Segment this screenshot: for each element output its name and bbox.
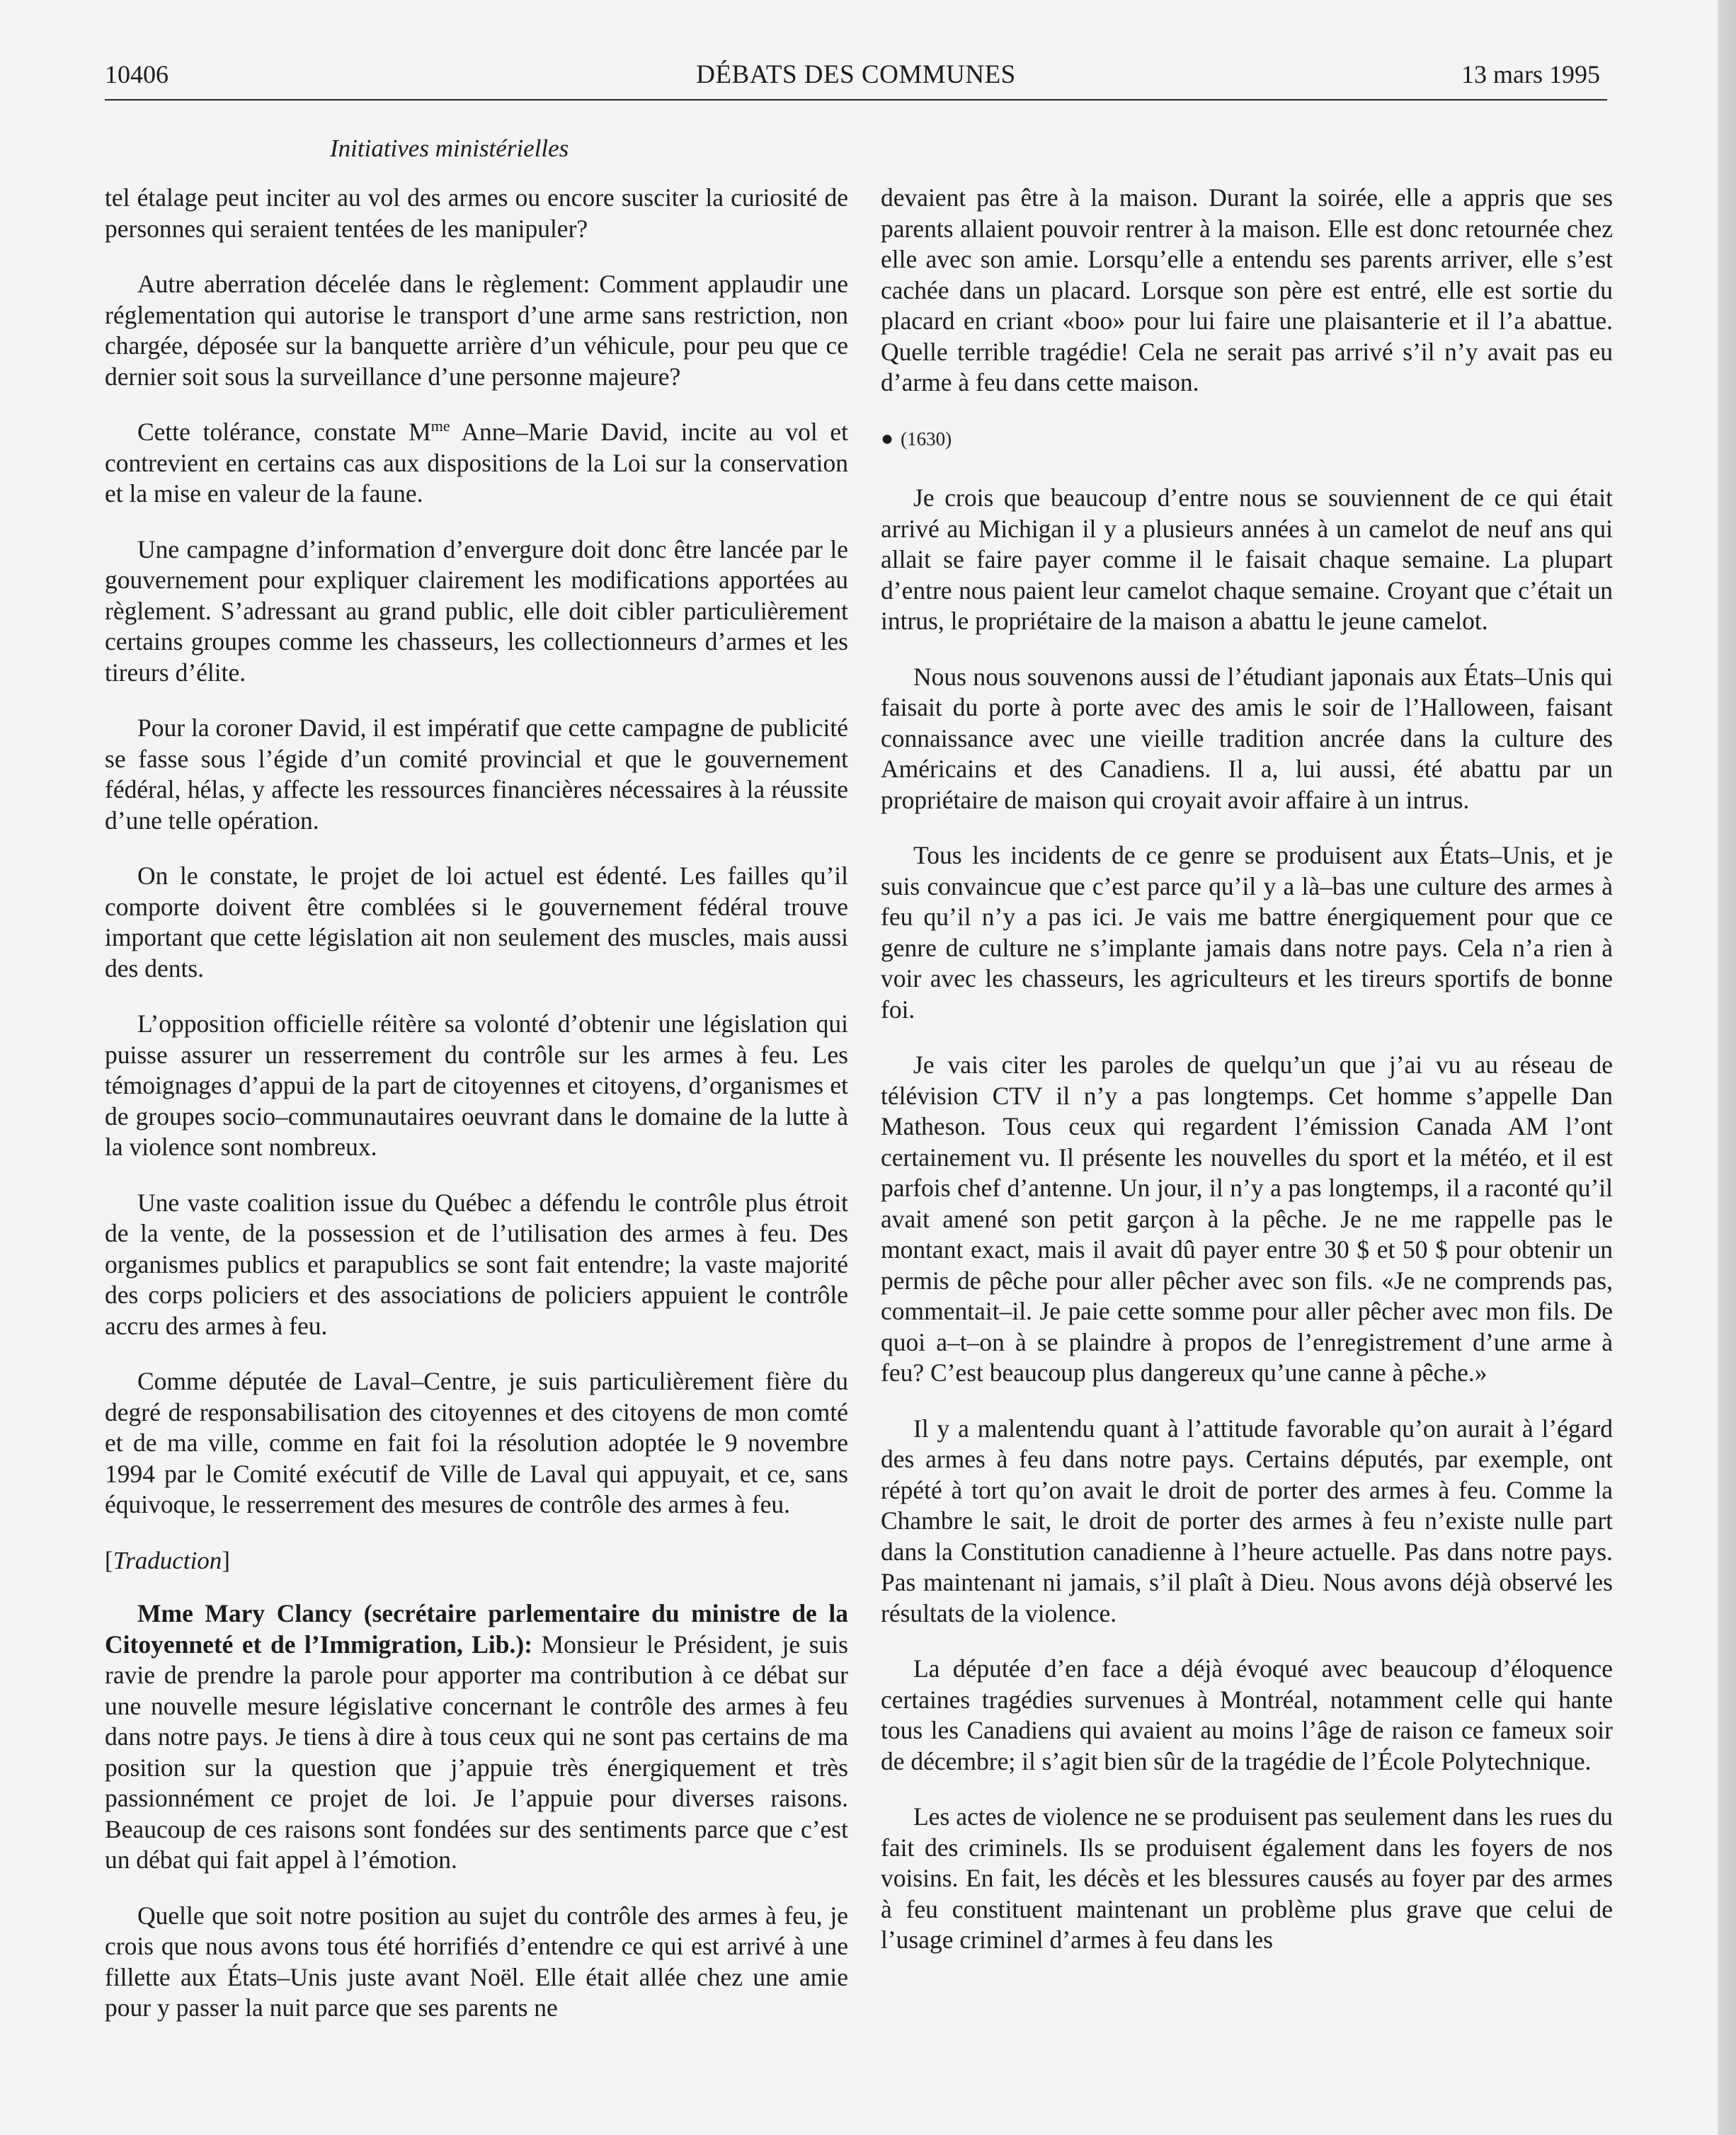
paragraph: Pour la coroner David, il est impératif que cette campagne de publicité se fasse sous l’égide d’un comité provincial et que le gouvernement fédéral, hélas, y affecte les ressources financières nécessaires à la réussite d’une telle opération.	[105, 714, 848, 835]
speech-paragraph	[105, 1598, 848, 1876]
paragraph: Une vaste coalition issue du Québec a défendu le contrôle plus étroit de la vente, de la possession et de l’utilisation des armes à feu. Des organismes publics et parapublics se sont fait entendre; la vaste majorité des corps policiers et des associations de policiers appuient le contrôle accru des armes à feu.	[105, 1188, 848, 1340]
right-column	[881, 183, 1613, 1981]
paragraph: On le constate, le projet de loi actuel est édenté. Les failles qu’il comporte doivent être comblées si le gouvernement fédéral trouve important que cette législation ait non seulement des muscles, mais aussi des dents.	[105, 862, 848, 983]
time-marker	[881, 423, 1613, 455]
paragraph: Nous nous souvenons aussi de l’étudiant japonais aux États–Unis qui faisait du porte à porte avec des amis le soir de l’Halloween, faisant connaissance avec une vieille tradition ancrée dans la culture des Américains et des Canadiens. Il a, lui aussi, été abattu par un propriétaire de maison qui croyait avoir affaire à un intrus.	[881, 662, 1613, 814]
bullet-icon: ●	[881, 426, 894, 450]
paragraph: Je crois que beaucoup d’entre nous se souviennent de ce qui était arrivé au Michigan il y a plusieurs années à un camelot de neuf ans qui allait se faire payer comme il le faisait chaque semaine. La plupart d’entre nous paient leur camelot chaque semaine. Croyant que c’était un intrus, le propriétaire de la maison a abattu le jeune camelot.	[881, 483, 1613, 635]
paragraph	[105, 417, 848, 510]
page-edge	[1718, 0, 1736, 2135]
paragraph: Tous les incidents de ce genre se produisent aux États–Unis, et je suis convaincue que c’est parce qu’il y a là–bas une culture des armes à feu qu’il n’y a pas ici. Je vais me battre énergiquement pour que ce genre de culture ne s’implante jamais dans notre pays. Cela n’a rien à voir avec les chasseurs, les agriculteurs et les tireurs sportifs de bonne foi.	[881, 841, 1613, 1024]
left-column	[105, 183, 848, 2049]
paragraph: Les actes de violence ne se produisent pas seulement dans les rues du fait des criminels. Ils se produisent également dans les foyers de nos voisins. En fait, les décès et les blessures causés au foyer par des armes à feu constituent maintenant un problème plus grave que celui de l’usage criminel d’armes à feu dans les	[881, 1802, 1613, 1954]
paragraph: Une campagne d’information d’envergure doit donc être lancée par le gouvernement pour expliquer clairement les modifications apportées au règlement. S’adressant au grand public, elle doit cibler particulièrement certains groupes comme les chasseurs, les collectionneurs d’armes et les tireurs d’élite.	[105, 534, 848, 687]
paragraph: L’opposition officielle réitère sa volonté d’obtenir une législation qui puisse assurer un resserrement du contrôle sur les armes à feu. Les témoignages d’appui de la part de citoyennes et citoyens, d’organismes et de groupes socio–communautaires oeuvrant dans le domaine de la lutte à la violence sont nombreux.	[105, 1009, 848, 1161]
paragraph: Je vais citer les paroles de quelqu’un que j’ai vu au réseau de télévision CTV il n’y a pas longtemps. Cet homme s’appelle Dan Matheson. Tous ceux qui regardent l’émission Canada AM l’ont certainement vu. Il présente les nouvelles du sport et la météo, et il est parfois chef d’antenne. Un jour, il n’y a pas longtemps, il a raconté qu’il avait amené son petit garçon à la pêche. Je ne me rappelle pas le montant exact, mais il avait dû payer entre 30 $ et 50 $ pour obtenir un permis de pêche pour aller pêcher avec son fils. «Je ne comprends pas, commentait–il. Je paie cette somme pour aller pêcher avec mon fils. De quoi a–t–on à se plaindre à propos de l’enregistrement d’une arme à feu? C’est beaucoup plus dangereux qu’une canne à pêche.»	[881, 1051, 1613, 1387]
publication-title: DÉBATS DES COMMUNES	[696, 60, 1016, 89]
paragraph: Comme députée de Laval–Centre, je suis particulièrement fière du degré de responsabilisation des citoyennes et des citoyens de mon comté et de ma ville, comme en fait foi la résolution adoptée le 9 novembre 1994 par le Comité exécutif de Ville de Laval qui appuyait, et ce, sans équivoque, le resserrement des mesures de contrôle des armes à feu.	[105, 1367, 848, 1518]
page-date: 13 mars 1995	[1461, 60, 1600, 88]
paragraph: Autre aberration décelée dans le règlement: Comment applaudir une réglementation qui autorise le transport d’une arme sans restriction, non chargée, déposée sur la banquette arrière d’un véhicule, pour peu que ce dernier soit sous la surveillance d’une personne majeure?	[105, 270, 848, 391]
paragraph: Il y a malentendu quant à l’attitude favorable qu’on aurait à l’égard des armes à feu dans notre pays. Certains députés, par exemple, ont répété à tort qu’on avait le droit de porter des armes à feu. Comme la Chambre le sait, le droit de porter des armes à feu n’existe nulle part dans la Constitution canadienne à l’heure actuelle. Pas dans notre pays. Pas maintenant ni jamais, s’il plaît à Dieu. Nous avons déjà observé les résultats de la violence.	[881, 1414, 1613, 1627]
page-header	[105, 55, 1607, 101]
speech-text: Monsieur le Président, je suis ravie de prendre la parole pour apporter ma contribution à ce débat sur une nouvelle mesure législative concernant le contrôle des armes à feu dans notre pays. Je tiens à dire à tous ceux qui ne sont pas certains de ma position sur la question que j’appuie très énergiquement et très passionnément ce projet de loi. Je l’appuie pour diverses raisons. Beaucoup de ces raisons sont fondées sur des sentiments parce que c’est un débat qui fait appel à l’émotion.	[105, 1630, 848, 1874]
paragraph: Quelle que soit notre position au sujet du contrôle des armes à feu, je crois que nous avons tous été horrifiés d’entendre ce qui est arrivé à une fillette aux États–Unis juste avant Noël. Elle était allée chez une amie pour y passer la nuit parce que ses parents ne	[105, 1901, 848, 2022]
time-marker-text: (1630)	[901, 428, 952, 450]
translation-tag: [Traduction]	[105, 1546, 230, 1574]
speaker-name: Mme Mary Clancy (secrétaire parlementaire du ministre de la Citoyenneté et de l’Immigration, Lib.):	[105, 1599, 848, 1659]
translation-label: Traduction	[113, 1546, 222, 1574]
text-run: Anne–Marie David, incite au vol et contrevient en certains cas aux dispositions de la Loi sur la conservation et la mise en valeur de la faune.	[105, 418, 849, 508]
text-run: Cette tolérance, constate M	[137, 418, 431, 446]
paragraph: La députée d’en face a déjà évoqué avec beaucoup d’éloquence certaines tragédies survenues à Montréal, notamment celle qui hante tous les Canadiens qui avaient au moins l’âge de raison ce fameux soir de décembre; il s’agit bien sûr de la tragédie de l’École Polytechnique.	[881, 1654, 1613, 1775]
superscript: me	[430, 417, 450, 435]
section-title: Initiatives ministérielles	[330, 134, 569, 162]
paragraph: tel étalage peut inciter au vol des armes ou encore susciter la curiosité de personnes qui seraient tentées de les manipuler?	[105, 183, 848, 243]
page-number: 10406	[105, 60, 169, 88]
paragraph: devaient pas être à la maison. Durant la soirée, elle a appris que ses parents allaient pouvoir rentrer à la maison. Elle est donc retournée chez elle avec son amie. Lorsqu’elle a entendu ses parents arriver, elle s’est cachée dans un placard. Lorsque son père est entré, elle est sortie du placard en criant «boo» pour lui faire une plaisanterie et il l’a abattue. Quelle terrible tragédie! Cela ne serait pas arrivé s’il n’y avait pas eu d’arme à feu dans cette maison.	[881, 183, 1613, 396]
